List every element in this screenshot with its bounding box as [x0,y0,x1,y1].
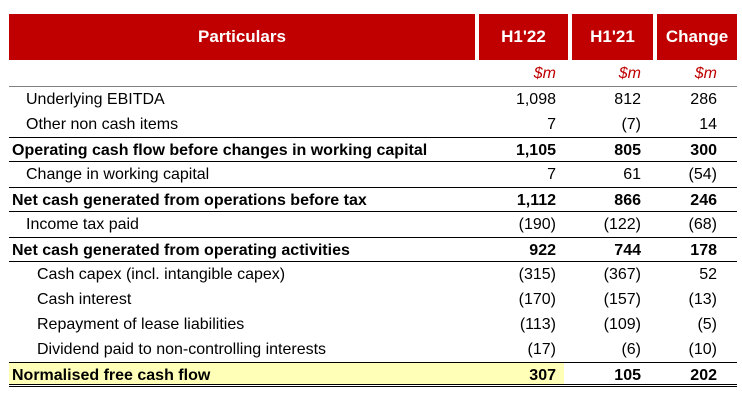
row-label: Underlying EBITDA [26,91,165,108]
value-change: (13) [688,291,717,308]
value-change: 178 [690,242,717,259]
row-label: Repayment of lease liabilities [37,316,245,333]
row-label: Other non cash items [26,116,179,133]
value-h1-21: 812 [614,91,641,108]
value-h1-22: 7 [547,116,556,133]
value-h1-22: (17) [527,341,556,358]
value-h1-21: (6) [621,341,641,358]
value-h1-22: 7 [547,166,556,183]
table-row [9,262,737,287]
value-h1-22: 307 [479,363,564,384]
table-row [9,337,737,362]
value-change: (54) [688,166,717,183]
value-h1-22: 1,105 [515,142,556,159]
value-change: (10) [688,341,717,358]
cash-flow-table [9,14,737,387]
value-h1-22: (170) [518,291,556,308]
units-blank [9,60,479,86]
table-header [9,14,737,60]
value-h1-22: (113) [519,316,556,333]
value-change: 286 [690,91,717,108]
table-row [9,287,737,312]
value-change: 202 [690,367,717,384]
value-h1-21: (367) [603,266,641,283]
unit-change: $m [694,65,717,82]
row-label: Change in working capital [26,166,210,183]
value-change: 300 [690,142,717,159]
table-row [9,212,737,237]
value-h1-21: (157) [603,291,641,308]
value-h1-21: (7) [621,116,641,133]
row-label: Net cash generated from operations before tax [12,192,367,209]
unit-h1-21: $m [618,65,641,82]
value-h1-22: 1,112 [516,192,556,209]
value-change: 52 [699,266,717,283]
value-h1-21: 805 [614,142,641,159]
value-h1-21: 866 [614,192,641,209]
row-label: Normalised free cash flow [9,363,479,384]
header-particulars: Particulars [9,14,475,60]
value-change: 14 [699,116,717,133]
header-h1-22: H1'22 [479,14,568,60]
row-label: Income tax paid [26,216,139,233]
value-h1-22: (190) [518,216,556,233]
units-row [9,60,737,87]
row-label: Dividend paid to non-controlling interests [37,341,327,358]
table-row-subtotal [9,237,737,262]
unit-h1-22: $m [533,65,556,82]
row-label: Cash capex (incl. intangible capex) [37,266,286,283]
table-row [9,312,737,337]
value-h1-22: 1,098 [515,91,556,108]
row-label: Operating cash flow before changes in working capital [12,142,428,159]
table-row-total [9,362,737,387]
table-row-subtotal [9,137,737,162]
value-h1-22: 922 [529,242,556,259]
header-change: Change [657,14,737,60]
header-h1-21: H1'21 [572,14,653,60]
value-change: (5) [697,316,717,333]
row-label: Cash interest [37,291,132,308]
table-row [9,162,737,187]
value-h1-21: (109) [603,316,641,333]
table-row [9,112,737,137]
value-h1-21: (122) [603,216,641,233]
value-change: 246 [690,192,717,209]
value-h1-22: (315) [518,266,556,283]
value-h1-21: 744 [614,242,641,259]
value-change: (68) [688,216,717,233]
value-h1-21: 105 [614,367,641,384]
table-row-subtotal [9,187,737,212]
value-h1-21: 61 [623,166,641,183]
table-row [9,87,737,112]
row-label: Net cash generated from operating activities [12,242,350,259]
